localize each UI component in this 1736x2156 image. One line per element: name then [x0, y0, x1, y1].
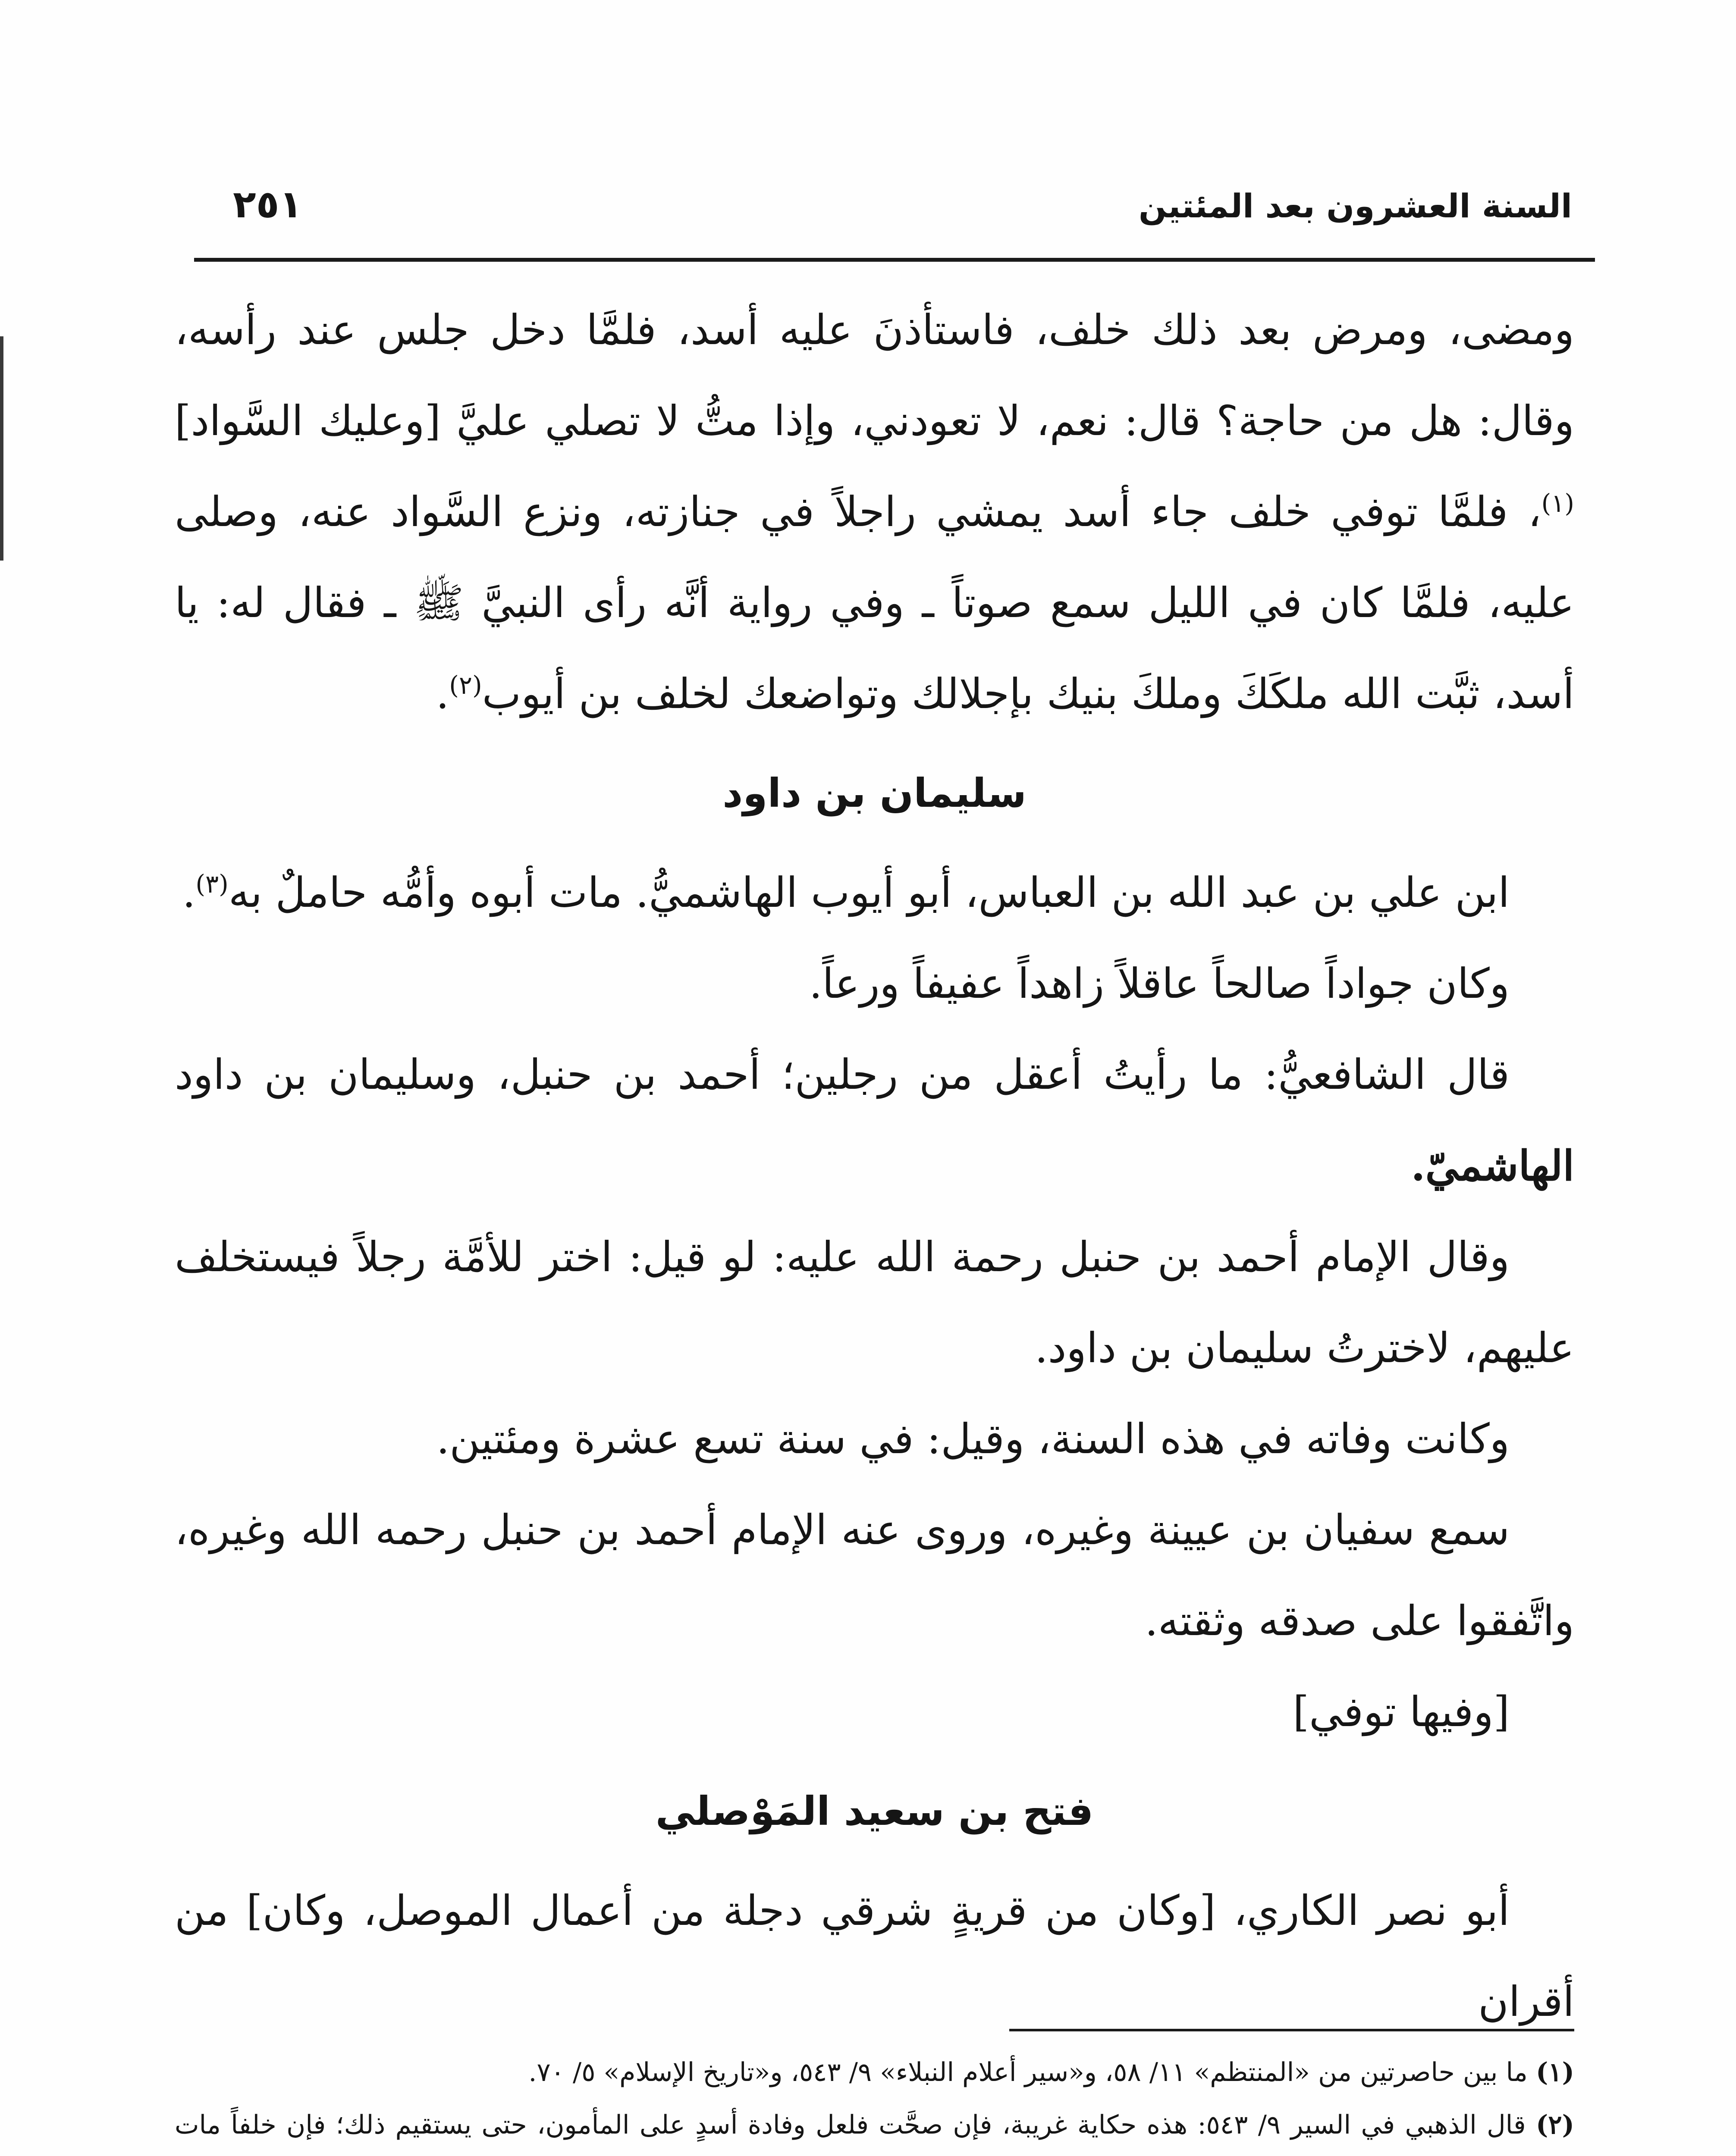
- paragraph-ahmad: وقال الإمام أحمد بن حنبل رحمة الله عليه: لو قيل: اختر للأمَّة رجلاً فيستخلف عليهم، لاخترتُ سليمان بن داود.: [175, 1233, 1574, 1372]
- footnote-text: قال الذهبي في السير ٩/ ٥٤٣: هذه حكاية غريبة، فإن صحَّت فلعل وفادة أسدٍ على المأمون، حتى يستقيم ذلك؛ فإن خلفاً مات: [175, 2110, 1526, 2140]
- text: ، فلمَّا توفي خلف جاء أسد يمشي راجلاً في جنازته، ونزع السَّواد عنه، وصلى عليه، فلمَّا كان في الليل سمع صوتاً ـ وفي رواية أنَّه رأى النبيَّ ﷺ ـ فقال له: يا أسد، ثبَّت الله ملكَكَ وملكَ بنيك بإجلالك وتواضعك لخلف بن أيوب: [175, 488, 1574, 718]
- footnote-text: ما بين حاصرتين من «المنتظم» ١١/ ٥٨، و«سير أعلام النبلاء» ٩/ ٥٤٣، و«تاريخ الإسلام» ٥/ ٧٠.: [528, 2057, 1528, 2087]
- text: .: [436, 670, 449, 718]
- paragraph-narrators: سمع سفيان بن عيينة وغيره، وروى عنه الإمام أحمد بن حنبل رحمه الله وغيره، واتَّفقوا على صدقه وثقته.: [175, 1506, 1574, 1645]
- footnote-2: [175, 2099, 1574, 2156]
- section-title-fath: فتح بن سعيد المَوْصلي: [655, 1788, 1094, 1834]
- scan-edge-shadow: [0, 336, 3, 561]
- paragraph-deaths-heading: [وفيها توفي]: [1293, 1688, 1510, 1736]
- paragraph-virtues: وكان جواداً صالحاً عاقلاً زاهداً عفيفاً ورعاً.: [809, 959, 1510, 1008]
- text-bold: الهاشميّ.: [1411, 1141, 1574, 1190]
- section-title-sulayman: سليمان بن داود: [722, 770, 1027, 816]
- footnote-ref-1[interactable]: (١): [1541, 489, 1574, 518]
- page-number: ٢٥١: [233, 182, 303, 226]
- footnote-number: (١): [1535, 2057, 1574, 2087]
- paragraph-fath: أبو نصر الكاري، [وكان من قريةٍ شرقي دجلة من أعمال الموصل، وكان] من أقران: [175, 1887, 1574, 2026]
- text: ومضى، ومرض بعد ذلك خلف، فاستأذنَ عليه أسد، فلمَّا دخل جلس عند رأسه، وقال: هل من حاجة؟ قال: نعم، لا تعودني، وإذا متُّ لا تصلي عليَّ [وعليك السَّواد]: [175, 306, 1575, 445]
- footnote-rule: [1009, 2029, 1574, 2031]
- footnote-1: [175, 2046, 1574, 2099]
- text: ابن علي بن عبد الله بن العباس، أبو أيوب الهاشميُّ. مات أبوه وأمُّه حاملٌ به: [228, 868, 1510, 917]
- main-text: [175, 285, 1574, 2047]
- running-title: السنة العشرون بعد المئتين: [1139, 187, 1572, 225]
- footnote-ref-2[interactable]: (٢): [449, 671, 482, 700]
- header-rule: [194, 258, 1595, 262]
- paragraph-lineage: [175, 847, 1574, 938]
- paragraph-death: وكانت وفاته في هذه السنة، وقيل: في سنة تسع عشرة ومئتين.: [436, 1415, 1510, 1463]
- text: قال الشافعيُّ: ما رأيتُ أعقل من رجلين؛ أحمد بن حنبل، وسليمان بن داود: [175, 1050, 1510, 1099]
- footnote-ref-3[interactable]: (٣): [195, 869, 229, 899]
- text: .: [182, 868, 196, 917]
- footnotes: [175, 2046, 1574, 2156]
- paragraph-shafii: [175, 1029, 1574, 1212]
- paragraph-khalaf-story: [175, 285, 1574, 740]
- footnote-number: (٢): [1535, 2110, 1574, 2140]
